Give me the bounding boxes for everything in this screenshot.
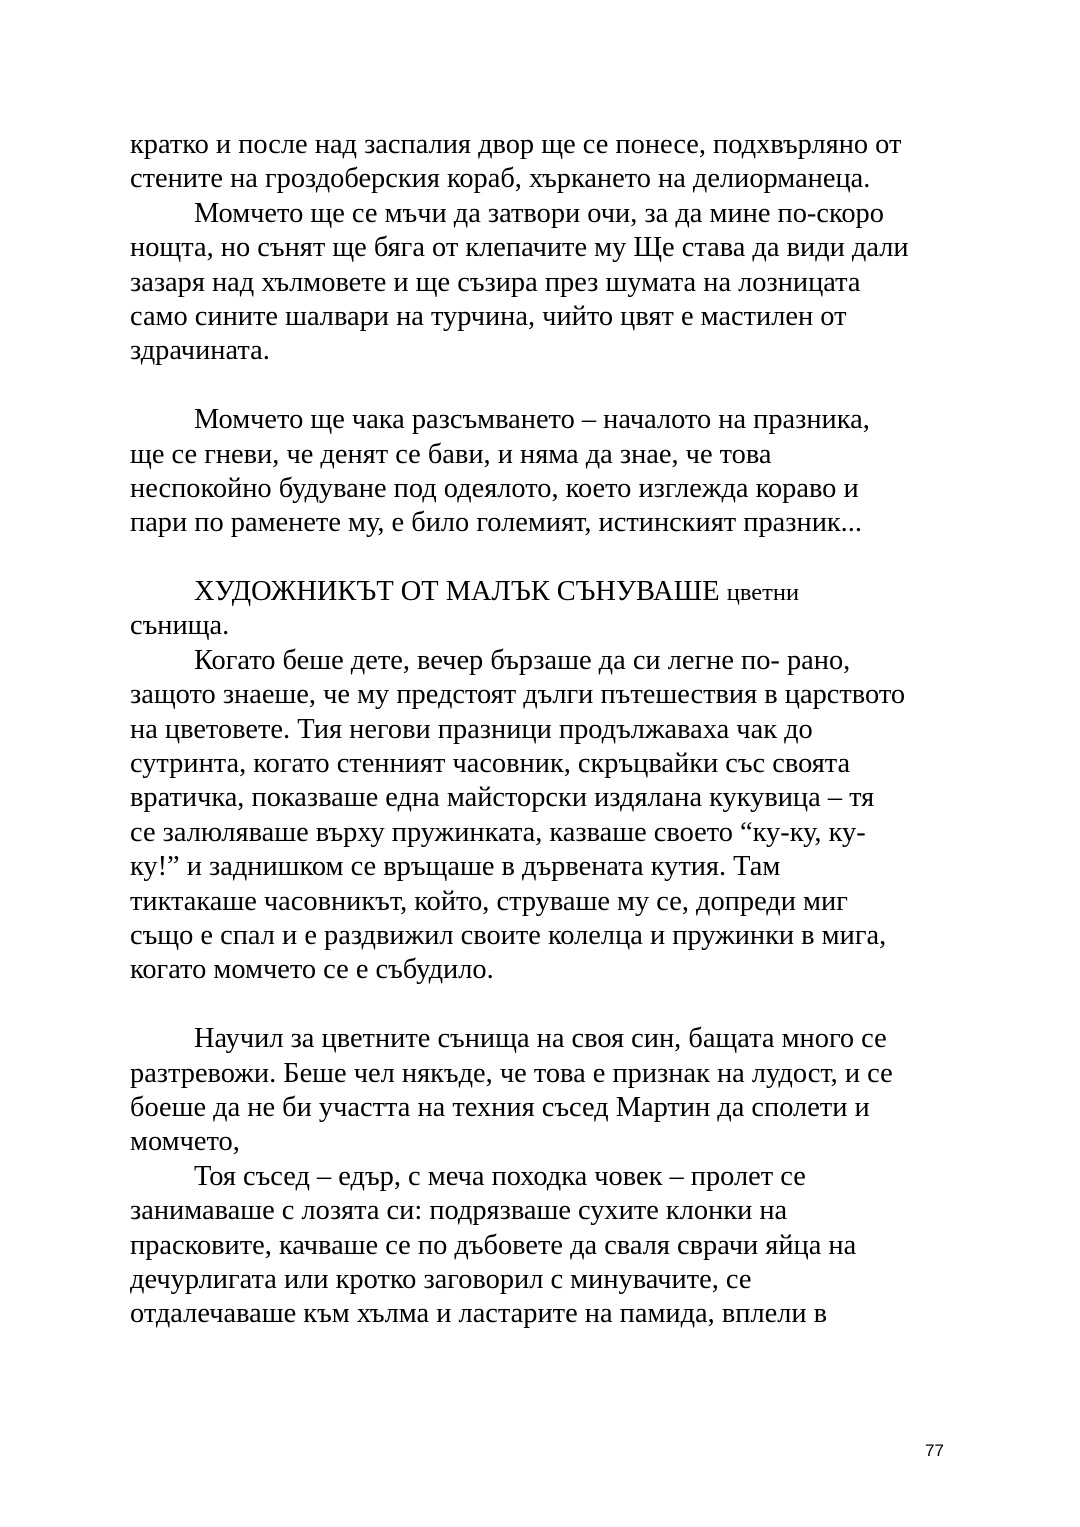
text-line: стените на гроздоберския кораб, хъркането на делиорманеца. xyxy=(130,163,871,195)
text-line: дечурлигата или кротко заговорил с минувачите, се xyxy=(130,1263,752,1295)
text-line: Момчето ще чака разсъмването – началото на празника, xyxy=(194,404,870,436)
section-opening-line xyxy=(130,575,960,609)
text-line: нощта, но сънят ще бяга от клепачите му Ще става да види дали xyxy=(130,232,909,264)
text-line: вратичка, показваше една майсторски издялана кукувица – тя xyxy=(130,782,875,814)
text-line: тиктакаше часовникът, който, струваше му се, допреди миг xyxy=(130,885,848,917)
text-line: се залюляваше върху пружинката, казваше своето “ку-ку, ку- xyxy=(130,816,866,848)
text-line: кратко и после над заспалия двор ще се понесе, подхвърляно от xyxy=(130,129,902,160)
section-heading-rest: цветни xyxy=(726,579,800,607)
text-line: разтревожи. Беше чел някъде, че това е признак на лудост, и се xyxy=(130,1057,893,1089)
text-line: само сините шалвари на турчина, чийто цвят е мастилен от xyxy=(130,300,847,332)
paragraph-gap xyxy=(130,541,960,575)
text-line: Тоя съсед – едър, с меча походка човек – пролет се xyxy=(194,1160,806,1192)
text-line: прасковите, качваше се по дъбовете да сваля сврачи яйца на xyxy=(130,1229,857,1261)
text-line: сънища. xyxy=(130,610,230,642)
text-line: боеше да не би участта на техния съсед Мартин да сполети и xyxy=(130,1091,870,1123)
text-line: ще се гневи, че денят се бави, и няма да знае, че това xyxy=(130,438,772,470)
text-line: сутринта, когато стенният часовник, скръцвайки със своята xyxy=(130,748,851,780)
text-line: на цветовете. Тия негови празници продължаваха чак до xyxy=(130,713,813,745)
section-heading-caps: ХУДОЖНИКЪТ ОТ МАЛЪК СЪНУВАШЕ xyxy=(194,576,720,608)
text-line: момчето, xyxy=(130,1126,240,1158)
text-line: ку!” и заднишком се връщаше в дървената кутия. Там xyxy=(130,851,781,883)
text-line: защото знаеше, че му предстоят дълги пътешествия в царството xyxy=(130,679,906,711)
text-line: здрачината. xyxy=(130,335,270,367)
text-line: също е спал и е раздвижил своите колелца и пружинки в мига, xyxy=(130,919,887,951)
text-line: зазаря над хълмовете и ще съзира през шумата на лозницата xyxy=(130,266,861,298)
text-line: неспокойно будуване под одеялото, което изглежда кораво и xyxy=(130,472,859,504)
page-number: 77 xyxy=(925,1441,944,1460)
text-line: Научил за цветните сънища на своя син, бащата много се xyxy=(194,1023,887,1055)
body-text xyxy=(130,128,960,1332)
paragraph-gap xyxy=(130,369,960,403)
text-line: отдалечаваше към хълма и ластарите на памида, вплели в xyxy=(130,1298,828,1330)
text-line: Когато беше дете, вечер бързаше да си легне по- рано, xyxy=(194,644,851,676)
text-line: пари по раменете му, е било големият, истинският празник... xyxy=(130,507,862,539)
text-line: занимаваше с лозята си: подрязваше сухите клонки на xyxy=(130,1195,788,1227)
text-line: когато момчето се е събудило. xyxy=(130,954,494,986)
paragraph-gap xyxy=(130,988,960,1022)
text-line: Момчето ще се мъчи да затвори очи, за да мине по-скоро xyxy=(194,197,884,229)
